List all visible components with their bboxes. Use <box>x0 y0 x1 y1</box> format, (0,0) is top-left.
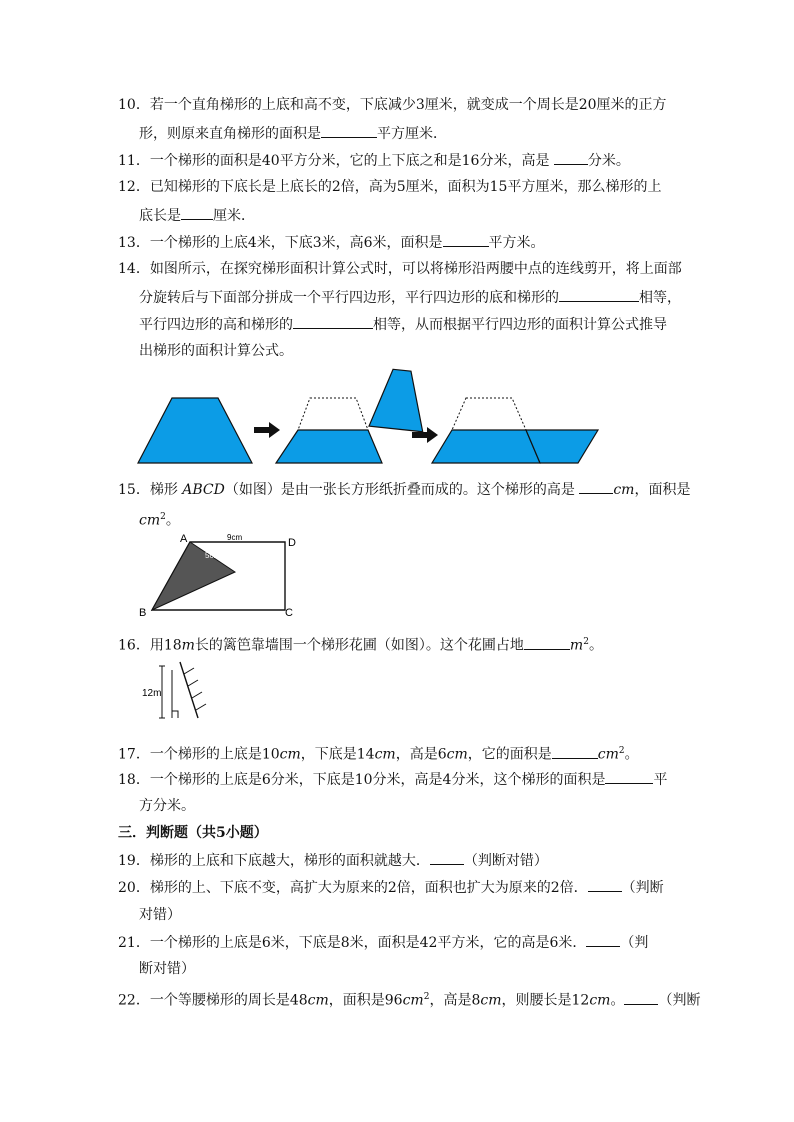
q13-line: 13．一个梯形的上底4米，下底3米，高6米，面积是 平方米。 <box>118 232 545 253</box>
answer-blank[interactable] <box>321 123 377 138</box>
label-b: B <box>139 607 147 617</box>
q14-line1: 14．如图所示，在探究梯形面积计算公式时，可以将梯形沿两腰中点的连线剪开，将上面部 <box>118 261 682 277</box>
q18-line2: 方分米。 <box>139 798 195 814</box>
answer-blank[interactable] <box>524 635 570 650</box>
parallelogram-left <box>432 430 540 463</box>
q20-line2: 对错） <box>139 907 181 923</box>
q14-line3: 平行四边形的高和梯形的 相等，从而根据平行四边形的面积计算公式推导 <box>139 314 667 335</box>
q21-line2: 断对错） <box>139 961 195 977</box>
wall <box>180 662 198 718</box>
wall-hatch <box>184 668 206 710</box>
arrow-icon <box>254 422 280 438</box>
label-12m: 12m <box>142 688 162 699</box>
answer-blank[interactable] <box>605 769 653 784</box>
q15-line2: $cm^2$。 <box>139 512 180 529</box>
dotted-upper-outline-2 <box>452 398 526 430</box>
trapezoid-cut-figure <box>130 365 610 470</box>
answer-blank[interactable] <box>181 205 213 220</box>
folded-trapezoid-figure <box>135 532 305 617</box>
q10-line2: 形，则原来直角梯形的面积是 平方厘米． <box>139 123 447 144</box>
q10-line1: 10．若一个直角梯形的上底和高不变，下底减少3厘米，就变成一个周长是20厘米的正方 <box>118 97 667 113</box>
label-d: D <box>288 537 296 549</box>
label-6cm: 6cm <box>195 595 211 604</box>
label-c: C <box>285 607 293 617</box>
label-a: A <box>180 533 188 545</box>
q11-line: 11．一个梯形的面积是40平方分米，它的上下底之和是16分米，高是 分米。 <box>118 150 630 171</box>
q12-line1: 12．已知梯形的下底长是上底长的2倍，高为5厘米，面积为15平方厘米，那么梯形的上 <box>118 179 662 195</box>
label-9cm: 9cm <box>227 533 243 542</box>
dotted-upper-outline <box>298 398 368 430</box>
section-title: 三．判断题（共5小题） <box>118 825 268 841</box>
q19-line: 19．梯形的上底和下底越大，梯形的面积就越大． （判断对错） <box>118 850 548 871</box>
answer-blank[interactable] <box>554 150 588 165</box>
right-angle-mark <box>172 711 178 718</box>
answer-blank[interactable] <box>430 850 464 865</box>
answer-blank[interactable] <box>579 479 613 494</box>
answer-blank[interactable] <box>588 877 622 892</box>
q22-line: 22．一个等腰梯形的周长是48cm，面积是$96cm^2$，高是8cm，则腰长是12cm。 （判断 <box>118 987 700 1011</box>
rotated-upper-half <box>369 367 429 431</box>
answer-blank[interactable] <box>293 314 373 329</box>
folded-triangle <box>152 542 235 610</box>
q14-line2: 分旋转后与下面部分拼成一个平行四边形，平行四边形的底和梯形的 相等， <box>139 287 681 308</box>
q18-line1: 18．一个梯形的上底是6分米，下底是10分米，高是4分米，这个梯形的面积是 平 <box>118 769 667 790</box>
q20-line1: 20．梯形的上、下底不变，高扩大为原来的2倍，面积也扩大为原来的2倍． （判断 <box>118 877 664 898</box>
answer-blank[interactable] <box>443 232 489 247</box>
q14-line4: 出梯形的面积计算公式。 <box>139 343 293 359</box>
q12-line2: 底长是 厘米． <box>139 205 255 226</box>
q15-line1: 15．梯形 ABCD（如图）是由一张长方形纸折叠而成的。这个梯形的高是 cm，面积是 <box>118 479 690 500</box>
q16-line: 16．用18m长的篱笆靠墙围一个梯形花圃（如图）。这个花圃占地 $m^2$。 <box>118 632 603 656</box>
answer-blank[interactable] <box>559 287 639 302</box>
q17-line: 17．一个梯形的上底是10cm，下底是14cm，高是6cm，它的面积是 $cm^2$。 <box>118 741 639 765</box>
answer-blank[interactable] <box>624 990 658 1005</box>
lower-half <box>276 430 382 463</box>
answer-blank[interactable] <box>552 744 598 759</box>
original-trapezoid <box>138 398 252 463</box>
q21-line1: 21．一个梯形的上底是6米，下底是8米，面积是42平方米，它的高是6米． （判 <box>118 932 648 953</box>
label-5cm: 5cm <box>205 551 221 560</box>
answer-blank[interactable] <box>586 932 620 947</box>
garden-fence-figure <box>140 658 220 723</box>
